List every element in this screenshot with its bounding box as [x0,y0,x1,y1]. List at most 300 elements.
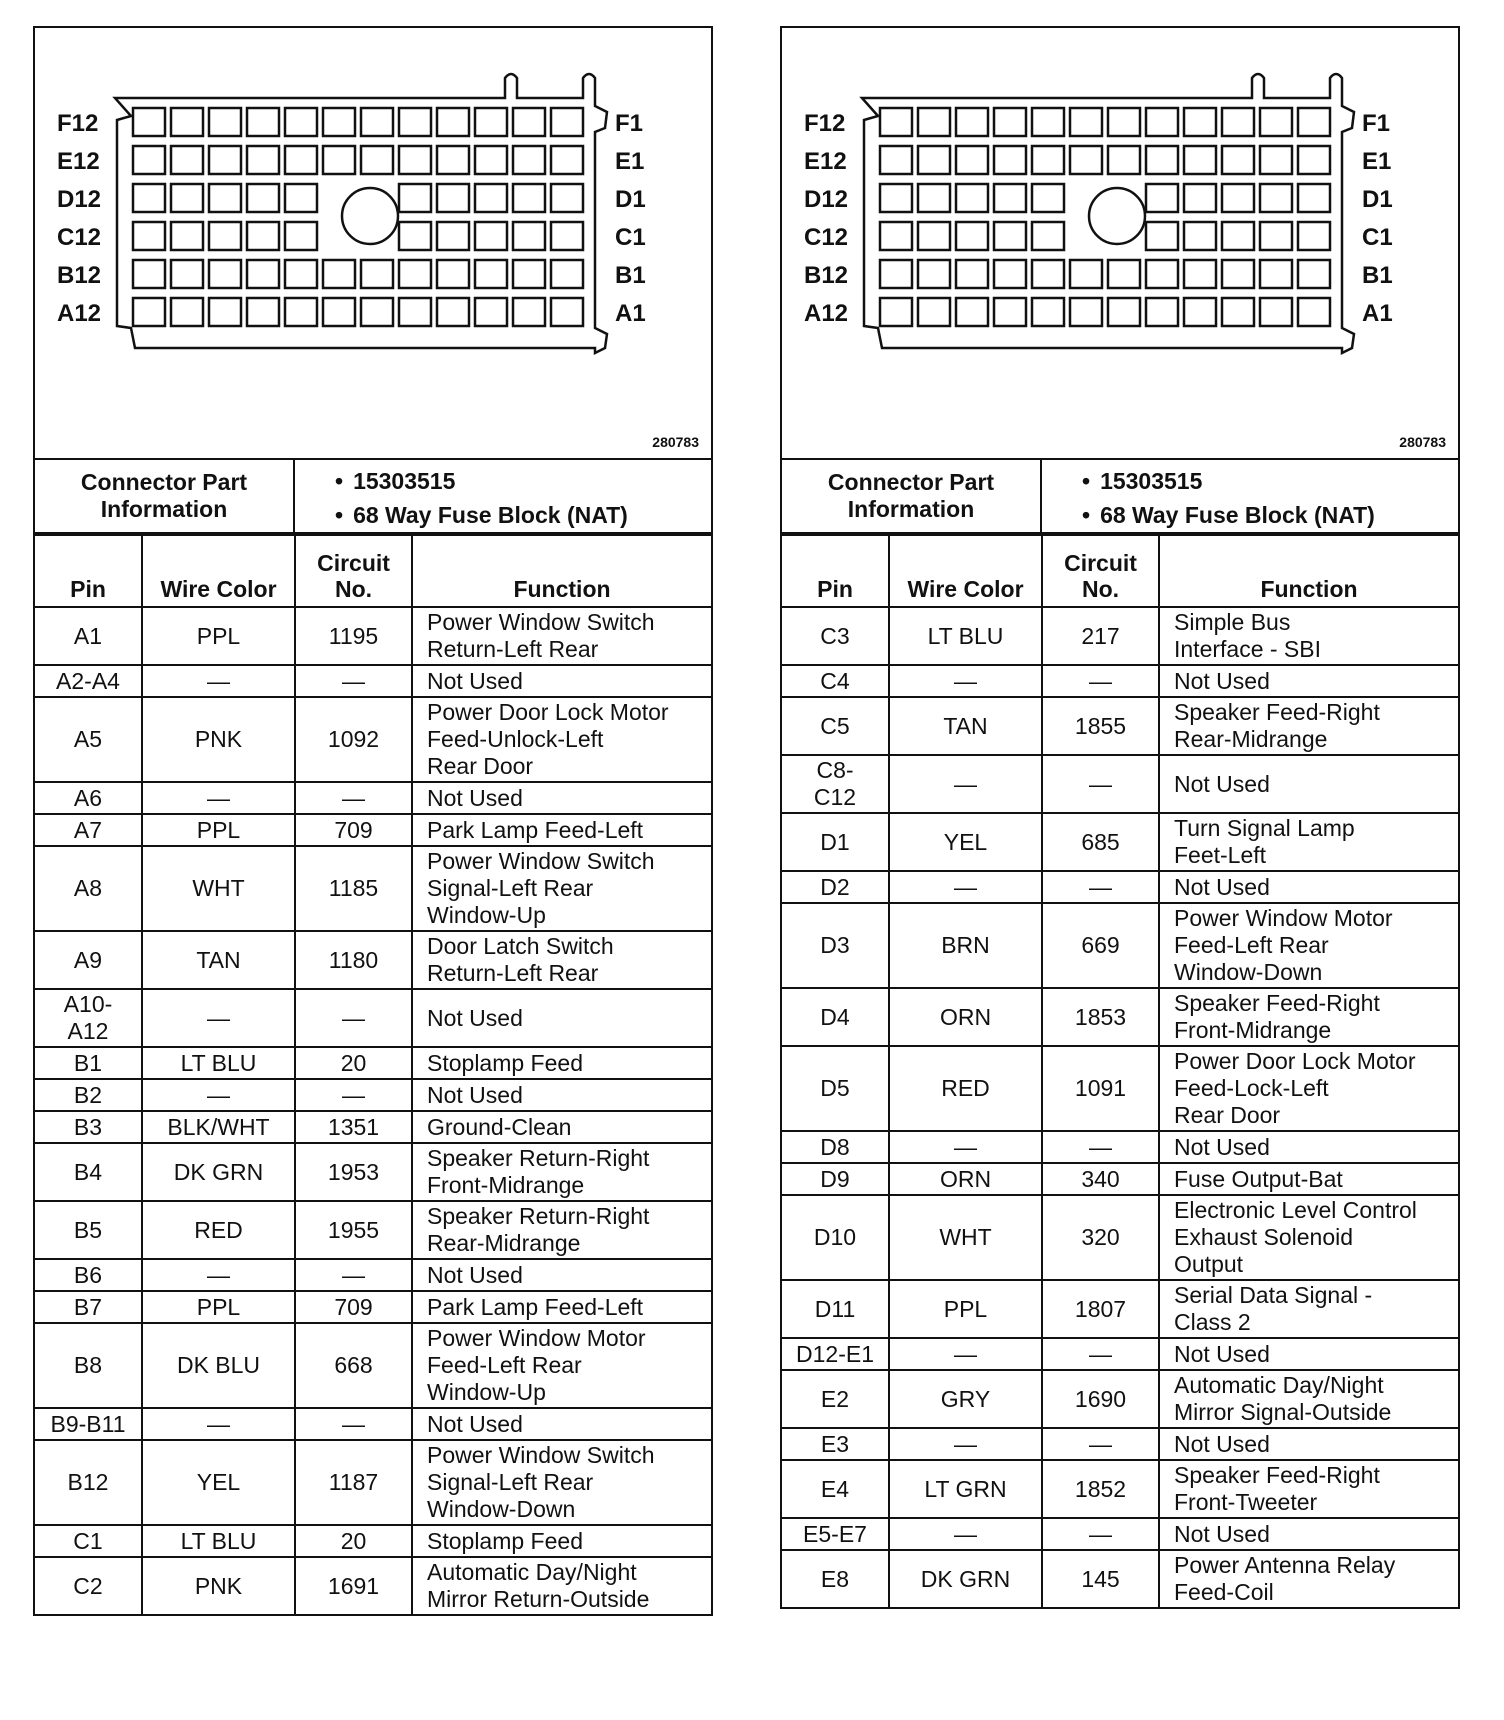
pin-cell: C5 [782,697,889,755]
pin-cavity [1108,260,1140,288]
pin-cavity [209,184,241,212]
circuit-cell: 1690 [1042,1370,1159,1428]
wire-color-cell: PPL [142,814,295,846]
pin-cavity [247,108,279,136]
pin-cavity [171,184,203,212]
table-row [782,1280,1458,1338]
header-pin: Pin [782,535,889,607]
center-bolt-hole [1089,188,1145,244]
pin-cavity [285,298,317,326]
pin-cell: D11 [782,1280,889,1338]
pin-cavity [1260,108,1292,136]
pin-cavity [956,298,988,326]
table-row [782,813,1458,871]
pin-cavity [209,108,241,136]
pin-cavity [475,108,507,136]
function-cell: Not Used [1159,665,1458,697]
pin-cavity [247,298,279,326]
table-row [35,1323,711,1408]
pin-cavity [551,298,583,326]
pin-cavity [551,222,583,250]
pin-cavity [1032,260,1064,288]
function-cell: Power Window Switch Signal-Left Rear Window-Up [412,846,711,931]
circuit-cell: 145 [1042,1550,1159,1607]
pin-cavity [209,260,241,288]
pin-cavity [361,298,393,326]
row-label-left: E12 [57,148,100,175]
circuit-cell: — [1042,755,1159,813]
wire-color-cell: RED [889,1046,1042,1131]
circuit-cell: — [295,1079,412,1111]
pin-cavity [133,260,165,288]
pin-cavity [1222,222,1254,250]
circuit-cell: — [1042,1131,1159,1163]
header-function: Function [1159,535,1458,607]
table-row [35,1408,711,1440]
connector-part-info-label: Connector Part Information [782,460,1042,532]
pin-cell: D1 [782,813,889,871]
pin-cavity [1222,260,1254,288]
wire-color-cell: — [889,1338,1042,1370]
pin-cavity [323,146,355,174]
circuit-cell: — [295,665,412,697]
wire-color-cell: — [889,871,1042,903]
part-number: • 15303515 [1082,464,1458,498]
pin-cavity [247,222,279,250]
pin-cavity [1032,298,1064,326]
wire-color-cell: ORN [889,988,1042,1046]
table-row [782,755,1458,813]
function-cell: Not Used [412,782,711,814]
table-row [782,607,1458,665]
pin-cavity [399,298,431,326]
wire-color-cell: YEL [142,1440,295,1525]
circuit-cell: 340 [1042,1163,1159,1195]
pin-cavity [1146,184,1178,212]
table-row [782,988,1458,1046]
function-cell: Speaker Feed-Right Front-Tweeter [1159,1460,1458,1518]
connector-panel-right [780,26,1460,1609]
table-row [782,1338,1458,1370]
wire-color-cell: — [889,1518,1042,1550]
connector-face-drawing [35,28,711,458]
pin-cavity [399,108,431,136]
pin-cell: D4 [782,988,889,1046]
row-label-left: C12 [57,224,102,251]
circuit-cell: 1091 [1042,1046,1159,1131]
header-circuit: Circuit No. [295,535,412,607]
row-label-right: D1 [615,186,646,213]
table-row [35,1143,711,1201]
pin-cavity [551,184,583,212]
pin-cavity [475,184,507,212]
pin-cavity [918,184,950,212]
circuit-cell: 685 [1042,813,1159,871]
pin-cavity [1222,298,1254,326]
pin-cavity [513,298,545,326]
function-cell: Fuse Output-Bat [1159,1163,1458,1195]
header-wire-color: Wire Color [889,535,1042,607]
pin-cell: A2-A4 [35,665,142,697]
pin-cavity [285,146,317,174]
pin-cell: A9 [35,931,142,989]
function-cell: Not Used [1159,1428,1458,1460]
pin-cavity-grid [133,108,583,326]
row-label-left: F12 [57,110,99,137]
pin-cavity [1146,298,1178,326]
table-header-row [782,535,1458,607]
circuit-cell: 1953 [295,1143,412,1201]
circuit-cell: 669 [1042,903,1159,988]
wire-color-cell: DK GRN [889,1550,1042,1607]
circuit-cell: — [295,1259,412,1291]
circuit-cell: — [1042,871,1159,903]
pin-cavity [247,146,279,174]
pin-cell: D5 [782,1046,889,1131]
pin-cavity [1222,108,1254,136]
pin-cell: B1 [35,1047,142,1079]
function-cell: Automatic Day/Night Mirror Return-Outside [412,1557,711,1614]
pin-cavity [171,260,203,288]
wire-color-cell: LT BLU [142,1525,295,1557]
function-cell: Electronic Level Control Exhaust Solenoid Output [1159,1195,1458,1280]
pin-cell: B2 [35,1079,142,1111]
circuit-cell: 1092 [295,697,412,782]
row-label-right: A1 [615,300,646,327]
function-cell: Power Window Motor Feed-Left Rear Window-Up [412,1323,711,1408]
circuit-cell: 20 [295,1525,412,1557]
function-cell: Simple Bus Interface - SBI [1159,607,1458,665]
pin-cell: C2 [35,1557,142,1614]
wire-color-cell: — [142,989,295,1047]
wire-color-cell: YEL [889,813,1042,871]
circuit-cell: 1855 [1042,697,1159,755]
function-cell: Ground-Clean [412,1111,711,1143]
pin-cavity [437,260,469,288]
function-cell: Power Door Lock Motor Feed-Unlock-Left Rear Door [412,697,711,782]
circuit-cell: — [295,1408,412,1440]
header-wire-color: Wire Color [142,535,295,607]
pin-cavity [323,108,355,136]
pin-cavity [437,184,469,212]
pin-cell: D12-E1 [782,1338,889,1370]
pin-cavity [1070,260,1102,288]
pin-cavity [956,108,988,136]
table-row [782,871,1458,903]
table-row [782,697,1458,755]
wire-color-cell: — [142,782,295,814]
circuit-cell: 20 [295,1047,412,1079]
pin-cavity [437,146,469,174]
table-row [35,1557,711,1614]
row-label-left: D12 [804,186,849,213]
pin-cavity [1146,260,1178,288]
pin-cavity [994,184,1026,212]
pin-cell: D2 [782,871,889,903]
header-function: Function [412,535,711,607]
table-row [782,665,1458,697]
pinout-table-body [782,607,1458,1607]
wire-color-cell: BRN [889,903,1042,988]
circuit-cell: 1691 [295,1557,412,1614]
pin-cell: E5-E7 [782,1518,889,1550]
pin-cell: B3 [35,1111,142,1143]
pin-cavity [1032,184,1064,212]
pin-cavity [513,260,545,288]
function-cell: Not Used [1159,1338,1458,1370]
pin-cavity [880,184,912,212]
pin-cavity [475,298,507,326]
pin-cell: B9-B11 [35,1408,142,1440]
wire-color-cell: TAN [889,697,1042,755]
pin-cavity [475,260,507,288]
pin-cavity [1146,146,1178,174]
table-row [35,607,711,665]
circuit-cell: 1195 [295,607,412,665]
function-cell: Power Antenna Relay Feed-Coil [1159,1550,1458,1607]
pin-cell: A6 [35,782,142,814]
circuit-cell: 1853 [1042,988,1159,1046]
function-cell: Park Lamp Feed-Left [412,1291,711,1323]
pin-cavity [285,260,317,288]
function-cell: Power Window Switch Return-Left Rear [412,607,711,665]
pin-cavity [361,108,393,136]
function-cell: Power Window Switch Signal-Left Rear Window-Down [412,1440,711,1525]
pin-cavity [1222,146,1254,174]
pin-cavity [880,298,912,326]
pin-cavity [171,146,203,174]
pin-cavity [918,298,950,326]
pin-cavity [1298,222,1330,250]
table-row [35,814,711,846]
table-row [782,903,1458,988]
pin-cell: A10- A12 [35,989,142,1047]
wire-color-cell: ORN [889,1163,1042,1195]
wire-color-cell: WHT [889,1195,1042,1280]
pin-cavity [551,146,583,174]
pin-cavity [1298,260,1330,288]
pin-cell: E8 [782,1550,889,1607]
pin-cavity [1298,146,1330,174]
pin-cavity [1184,222,1216,250]
wire-color-cell: LT BLU [142,1047,295,1079]
wire-color-cell: — [889,755,1042,813]
center-bolt-hole [342,188,398,244]
pin-cavity [956,260,988,288]
pin-cavity [994,222,1026,250]
function-cell: Automatic Day/Night Mirror Signal-Outside [1159,1370,1458,1428]
table-row [35,846,711,931]
pin-cell: E3 [782,1428,889,1460]
pin-cavity [171,298,203,326]
function-cell: Speaker Return-Right Front-Midrange [412,1143,711,1201]
table-row [35,1201,711,1259]
pin-cavity [1184,108,1216,136]
row-label-right: F1 [615,110,644,137]
function-cell: Door Latch Switch Return-Left Rear [412,931,711,989]
pin-cavity [133,222,165,250]
connector-part-info-list [295,460,711,532]
table-row [35,1111,711,1143]
pin-cavity [1070,108,1102,136]
wire-color-cell: DK GRN [142,1143,295,1201]
pin-cavity [171,108,203,136]
function-cell: Serial Data Signal - Class 2 [1159,1280,1458,1338]
table-row [782,1460,1458,1518]
pin-cavity [247,184,279,212]
function-cell: Speaker Feed-Right Front-Midrange [1159,988,1458,1046]
header-pin: Pin [35,535,142,607]
pin-cavity [994,260,1026,288]
pin-cavity [1032,146,1064,174]
pin-cavity [956,222,988,250]
pin-cavity [1260,146,1292,174]
pin-cavity [209,222,241,250]
pin-cavity [285,222,317,250]
pin-cavity [1184,184,1216,212]
pin-cell: A7 [35,814,142,846]
pin-cavity [994,108,1026,136]
function-cell: Turn Signal Lamp Feet-Left [1159,813,1458,871]
pin-cavity [1298,108,1330,136]
header-circuit: Circuit No. [1042,535,1159,607]
row-label-left: B12 [57,262,102,289]
pin-cell: B12 [35,1440,142,1525]
connector-part-info [782,460,1458,534]
pin-cavity [1184,260,1216,288]
function-cell: Not Used [412,1408,711,1440]
wire-color-cell: GRY [889,1370,1042,1428]
pin-cavity [323,260,355,288]
function-cell: Park Lamp Feed-Left [412,814,711,846]
pin-cavity [437,298,469,326]
table-row [782,1131,1458,1163]
row-label-right: B1 [615,262,646,289]
connector-panel-left [33,26,713,1616]
pin-cavity [133,298,165,326]
pin-cavity [918,260,950,288]
row-label-left: A12 [804,300,849,327]
pinout-table-body [35,607,711,1614]
connector-face-drawing [782,28,1458,458]
circuit-cell: 1852 [1042,1460,1159,1518]
table-row [782,1518,1458,1550]
pin-cavity [880,146,912,174]
pin-cell: D10 [782,1195,889,1280]
function-cell: Not Used [412,665,711,697]
pin-cell: C8- C12 [782,755,889,813]
table-row [782,1370,1458,1428]
circuit-cell: 709 [295,814,412,846]
function-cell: Stoplamp Feed [412,1525,711,1557]
pin-cavity [209,146,241,174]
pin-cavity [1222,184,1254,212]
wire-color-cell: — [889,1131,1042,1163]
circuit-cell: — [1042,665,1159,697]
pin-cavity [1070,298,1102,326]
row-label-left: F12 [804,110,846,137]
pin-cavity [1032,222,1064,250]
wire-color-cell: BLK/WHT [142,1111,295,1143]
pin-cavity [1070,146,1102,174]
wire-color-cell: — [142,665,295,697]
table-header-row [35,535,711,607]
function-cell: Not Used [1159,1131,1458,1163]
connector-part-info-label: Connector Part Information [35,460,295,532]
table-row [35,1079,711,1111]
row-label-left: E12 [804,148,847,175]
table-row [35,1259,711,1291]
table-row [782,1046,1458,1131]
pin-cell: C3 [782,607,889,665]
circuit-cell: — [1042,1518,1159,1550]
pin-cavity [956,146,988,174]
function-cell: Not Used [412,1259,711,1291]
wire-color-cell: — [142,1259,295,1291]
row-label-right: E1 [1362,148,1392,175]
pin-cavity [918,146,950,174]
figure-id: 280783 [652,434,699,450]
circuit-cell: 1185 [295,846,412,931]
pin-cavity [437,108,469,136]
wire-color-cell: PPL [889,1280,1042,1338]
circuit-cell: — [295,782,412,814]
pin-cell: B6 [35,1259,142,1291]
pin-cavity [880,222,912,250]
row-label-right: B1 [1362,262,1393,289]
pin-cell: A1 [35,607,142,665]
pin-cavity [133,108,165,136]
table-row [35,1047,711,1079]
row-label-right: F1 [1362,110,1391,137]
pin-cavity [399,146,431,174]
pin-cavity [361,260,393,288]
pin-cell: C1 [35,1525,142,1557]
pin-cavity [285,184,317,212]
table-row [782,1195,1458,1280]
function-cell: Not Used [1159,1518,1458,1550]
function-cell: Not Used [1159,755,1458,813]
wire-color-cell: WHT [142,846,295,931]
row-label-right: C1 [615,224,646,251]
pin-cell: B7 [35,1291,142,1323]
circuit-cell: — [1042,1428,1159,1460]
pin-cavity [323,298,355,326]
table-row [35,1440,711,1525]
pin-cavity [1260,298,1292,326]
pin-cavity [1184,146,1216,174]
function-cell: Speaker Feed-Right Rear-Midrange [1159,697,1458,755]
table-row [35,782,711,814]
circuit-cell: 709 [295,1291,412,1323]
circuit-cell: 320 [1042,1195,1159,1280]
pin-cavity [918,222,950,250]
function-cell: Not Used [412,989,711,1047]
circuit-cell: — [295,989,412,1047]
pin-cavity [1298,298,1330,326]
circuit-cell: 1807 [1042,1280,1159,1338]
function-cell: Speaker Return-Right Rear-Midrange [412,1201,711,1259]
pin-cell: B4 [35,1143,142,1201]
pin-cell: D9 [782,1163,889,1195]
circuit-cell: 217 [1042,607,1159,665]
pin-cell: D3 [782,903,889,988]
table-row [782,1550,1458,1607]
pin-cell: D8 [782,1131,889,1163]
table-row [35,1525,711,1557]
pin-cavity [513,184,545,212]
pin-cavity [1260,184,1292,212]
